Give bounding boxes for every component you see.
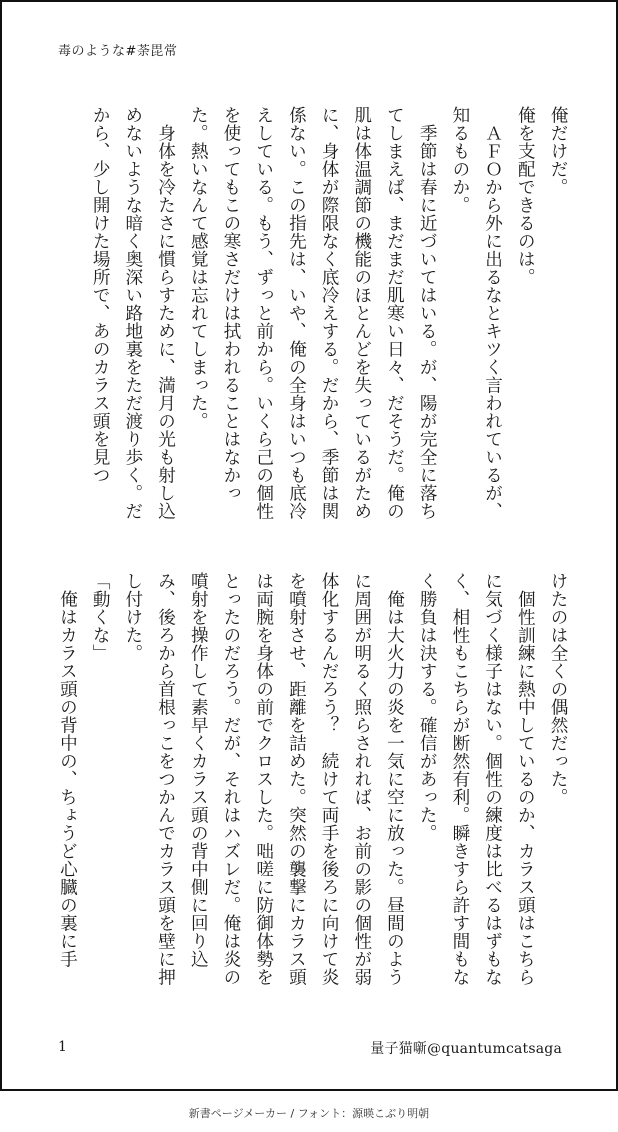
paragraph: ＡＦＯから外に出るなとキツく言われているが、知るものか。: [449, 106, 503, 520]
upper-text-block: [54, 106, 574, 536]
paragraph: 身体を冷たさに慣らすために、満月の光も射し込めないような暗く奥深い路地裏をただ渡り歩く。だから、少し開けた場所で、あのカラス頭を見つ: [90, 106, 176, 520]
paragraph: けたのは全くの偶然だった。: [548, 572, 568, 806]
page-header-title: 毒のような#荼毘常: [58, 44, 178, 59]
paragraph: 個性訓練に熱中しているのか、カラス頭はこちらに気づく様子はない。個性の練度は比べるはずもなく、相性もこちらが断然有利。瞬きすら許す間もなく勝負は決する。確信があった。: [417, 572, 536, 986]
paragraph: 季節は春に近づいてはいる。が、陽が完全に落ちてしまえば、まだまだ肌寒い日々、だそうだ。俺の肌は体温調節の機能のほとんどを失っているがために、身体が際限なく底冷えする。だから、季節は関係ない。この指先は、いや、俺の全身はいつも底冷えしている。もう、ずっと前から。いくら己の個性を使ってもこの寒さだけは拭われることはなかった。熱いなんて感覚は忘れてしまった。: [188, 106, 438, 520]
paragraph: 俺はカラス頭の背中の、ちょうど心臓の裏に手: [57, 572, 78, 968]
paragraph: 「動くな」: [90, 572, 111, 662]
page-number: 1: [58, 1039, 67, 1055]
lower-text-block: [54, 572, 574, 1002]
paragraph: 俺だけだ。: [548, 106, 568, 196]
paragraph: 俺を支配できるのは。: [515, 106, 536, 286]
author-handle: 量子猫噺@quantumcatsaga: [370, 1041, 562, 1057]
paragraph: 俺は大火力の炎を一気に空に放った。昼間のように周囲が明るく照らされれば、お前の影の個性が弱体化するんだろう？ 続けて両手を後ろに向けて炎を噴射させ、距離を詰めた。突然の襲撃にカラス頭は両腕を身体の前でクロスした。咄嗟に防御体勢をとったのだろう。だが、それはハズレだ。俺は炎の噴射を操作して素早くカラス頭の背中側に回り込み、後ろから首根っこをつかんでカラス頭を壁に押し付けた。: [122, 572, 405, 986]
generator-credit: 新書ページメーカー / フォント：源暎こぶり明朝: [188, 1107, 430, 1120]
